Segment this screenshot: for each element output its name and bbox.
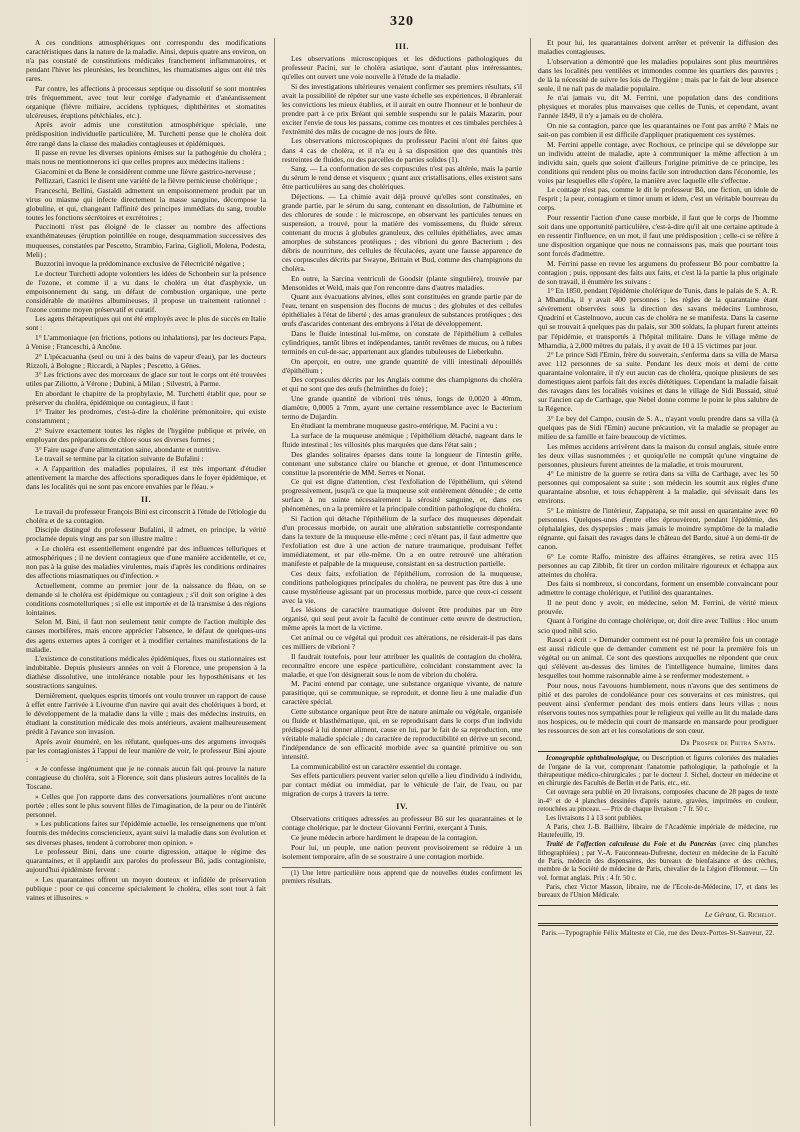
paragraph: 1° Traiter les prodromes, c'est-à-dire la cholérine prémonitoire, qui existe constamment ; <box>26 407 266 426</box>
paragraph: 3° Les frictions avec des morceaux de glace sur tout le corps ont été trouvées utiles par Ziliotto, à Vérone ; Dubini, à Milan ; Silvestri, à Parme. <box>26 370 266 389</box>
advertisement-text <box>538 824 778 841</box>
paragraph: Pour lui, un peuple, une nation peuvent provisoirement se réduire à un isolement temporaire, afin de se soustraire à une contagion morbide. <box>282 842 522 861</box>
publisher-label: Le Gérant, <box>704 909 737 919</box>
paragraph: 2° L'ipécacuanha (seul ou uni à des bains de vapeur d'eau), par les docteurs Rizzoli, à Bologne ; Riccardi, à Naples ; Pescetto, à Gênes. <box>26 351 266 370</box>
advertisement-body: Paris, chez Victor Masson, libraire, rue de l'Ecole-de-Médecine, 17, et dans les bureaux de l'Union Médicale. <box>538 883 778 900</box>
paragraph: Pour ressentir l'action d'une cause morbide, il faut que le corps de l'homme soit dans une opportunité particulière, c'est-à-dire qu'il ait une certaine aptitude à en ressentir l'influence, en un mot, il faut une prédisposition ; celle-ci se réfère à une disposition organique que nous ne connaissons pas, mais que pourtant tous sont forcés d'admettre. <box>538 212 778 259</box>
paragraph: 3° Faire usage d'une alimentation saine, abondante et nutritive. <box>35 444 221 454</box>
paragraph: Le contage n'est pas, comme le dit le professeur Bô, une fiction, un idole de l'esprit ; la peur, contagium et timor unum et idem, c'est un véritable bourreau du corps. <box>538 185 778 213</box>
paragraph: M. Pacini entend par contage, une substance organique vivante, de nature parasitique, qui se communique, se reproduit, et donne lieu à une maladie d'un caractère spécial. <box>282 679 522 707</box>
paragraph: Le professeur Bini, dans une courte digression, attaque le régime des quarantaines, et il applaudit aux paroles du professeur Bô, jadis contagioniste, aujourd'hui épidémiste fervent : <box>26 847 266 875</box>
paragraph: La communicabilité est un caractère essentiel du contage. <box>291 761 462 771</box>
paragraph: Il passe en revue les diverses opinions émises sur la pathogénie du choléra ; mais nous ne mentionnerons ici que celles propres aux médecins italiens : <box>26 148 266 167</box>
paragraph: Pellizzari, Casnici le disent une variété de la fièvre pernicieuse cholérique ; <box>35 176 258 186</box>
paragraph: Dernièrement, quelques esprits timorés ont voulu trouver un rapport de cause à effet entre l'arrivée à Livourne d'un navire qui avait des cholériques à bord, et le développement de la maladie dans la ville ; mais des médecins instruits, en étudiant la constitution médicale des mois antérieurs, avaient malheureusement prédit à l'avance son invasion. <box>26 690 266 736</box>
paragraph: Buzzorini invoque la prédominance exclusive de l'électricité négative ; <box>35 259 245 269</box>
advertisement-text <box>538 755 778 789</box>
paragraph: Pour nous, nous l'avouons humblement, nous n'avons que des sentimens de pitié et des paroles de condoléance pour ces souverains et ces ministres, qui peuvent ainsi s'enfermer pendant des mois entiers dans leurs villas ; nous réservons toutes nos sympathies pour le religieux qui veille au lit du malade dans nos hospices, ou le médecin qui court de mansarde en mansarde pour prodiguer les ressources de son art et les consolations de son cœur. <box>538 680 778 736</box>
paragraph: Franceschi, Bellini, Gastaldi admettent un empoisonnement produit par un virus ou miasme qui infecte directement la masse sanguine, décompose la globuline, et qui, changeant l'affinité des principes immédiats du sang, trouble toutes les fonctions sécrétoires et excrétoires ; <box>26 185 266 222</box>
paragraph: Le docteur Turchetti adopte volontiers les idées de Schonbein sur la présence de l'ozone, et comme il a vu dans le choléra un état d'asphyxie, un empoisonnement du sang, un défaut de combustion organique, une perte considérable de matières albumineuses, il propose un traitement rationnel : l'ozone comme moyen préservatif et curatif. <box>26 268 266 314</box>
advertisement-body: ou Description et figures coloriées des maladies de l'organe de la vue, comprenant l'anatomie pathologique, la pathologie et la thérapeutique médico-chirurgicales ; par le docteur J. Sichel, docteur en médecine et en chirurgie des Facultés de Berlin et de Paris, etc., etc. <box>538 755 778 788</box>
publisher-line <box>538 910 776 919</box>
paragraph: Observations critiques adressées au professeur Bô sur les quarantaines et le contage cholérique, par le docteur Giovanni Ferrini, exerçant à Tunis. <box>282 814 522 833</box>
advertisement-body: Les livraisons 1 à 13 sont publiées. <box>546 814 643 822</box>
paragraph: Quant aux évacuations alvines, elles sont constituées en grande partie par de l'eau, tenant en suspension des flocons de mucus ; des globules et des cellules épithéliales à l'état de liberté ; des amas granuleux de substances protéiques ; des œufs d'ascarides contenant des embryons à l'état de développement. <box>282 292 522 329</box>
paragraph: Giacomini et da Bene le considèrent comme une fièvre gastrico-nerveuse ; <box>35 166 256 176</box>
printer-imprint: Paris.—Typographie Félix Malteste et Cie, rue des Deux-Portes-St-Sauveur, 22. <box>541 929 775 937</box>
paragraph: Actuellement, comme au premier jour de la naissance du fléau, on se demande si le choléra est épidémique ou contagieux ; s'il doit son origine à des conditions cosmotelluriques ; si elle est importée et de là transmise à des régions lointaines. <box>26 580 266 617</box>
paragraph: Les agens thérapeutiques qui ont été employés avec le plus de succès en Italie sont : <box>26 314 266 333</box>
paragraph: Il ne peut donc y avoir, en médecine, selon M. Ferrini, de vérité mieux prouvée. <box>538 597 778 616</box>
advertisement-text <box>538 789 778 814</box>
paragraph: Ce qui est digne d'attention, c'est l'exfoliation de l'épithélium, qui s'étend progressivement, jusqu'à ce que la muqueuse soit entièrement dénudée ; de cette surface à nu suinte nécessairement la sérosité sanguine, et, dans ces phénomènes, on a la première et la principale condition pathologique du choléra. <box>282 477 522 514</box>
advertisement-text <box>538 815 778 823</box>
paragraph: 2° Suivre exactement toutes les règles de l'hygiène publique et privée, en employant des préparations de chlore sous ses diverses formes ; <box>26 425 266 445</box>
advertisement <box>538 824 778 841</box>
paragraph: Sang. — La conformation de ses corpuscules n'est pas altérée, mais la partie du sérum le rend dense et visqueux ; quant aux cristallisations, elles existent sans être particulières au sang des cholériques. <box>282 164 522 192</box>
advertisement <box>538 755 778 789</box>
divider <box>538 905 778 906</box>
paragraph: Une grande quantité de vibrioni très ténus, longs de 0,0020 à 40mm, diamètre, 0,0005 à 7mm, ayant une certaine ressemblance avec le Bacterium termo de Dujardin. <box>282 393 522 421</box>
paragraph: 1° L'ammoniaque (en frictions, potions ou inhalations), par les docteurs Papa, à Venise ; Franceschi, à Ancône. <box>26 333 266 352</box>
advertisement-title: Traité de l'affection calculeuse du Foie et du Pancréas <box>546 841 717 849</box>
paragraph: En étudiant la membrane muqueuse gastro-entérique, M. Pacini a vu : <box>291 421 498 431</box>
paragraph: 4° Le ministre de la guerre se retira dans sa villa de Carthage, avec les 50 personnes qui composaient sa suite ; son médecin les soumit aux règles d'une quarantaine absolue, et tous échappèrent à la maladie, qui sévissait dans les environs. <box>538 469 778 506</box>
paragraph: En abordant le chapitre de la prophylaxie, M. Turchetti établit que, pour se préserver du choléra, épidémique ou contagieux, il faut : <box>26 388 266 407</box>
section-heading: II. <box>140 494 152 504</box>
paragraph: M. Ferrini appelle contage, avec Rochoux, ce principe qui se développe sur un individu atteint de maladie, apte à communiquer la même affection à un individu sain, quels que soient d'ailleurs l'origine primitive de ce principe, les conditions qui rendent plus ou moins facile son introduction dans l'économie, les voies par lesquelles elle s'opère, la manière avec laquelle elle s'effectue. <box>538 139 778 185</box>
paragraph: Après avoir énuméré, en les réfutant, quelques-uns des argumens invoqués par les contagionistes à l'appui de leur manière de voir, le professeur Bini ajoute : <box>26 736 266 764</box>
divider <box>538 751 778 752</box>
paragraph: « Les quarantaines offrent un moyen douteux et infidèle de préservation publique : pour ce qui concerne spécialement le choléra, elles sont tout à fait vaines et illusoires. » <box>26 874 266 902</box>
paragraph: » Celles que j'on rapporte dans des conversations journalières n'ont aucune portée ; elles sont le plus souvent filles de l'imagination, de la peur ou de l'intérêt personnel. <box>26 791 266 819</box>
paragraph: Dans le fluide intestinal lui-même, on constate de l'épithélium à cellules cylindriques, tantôt libres et indépendantes, tantôt revêtues de mucus, ou à tubes terminés en cul-de-sac, appartenant aux glandes tubuleuses de Lieberkuhn. <box>282 328 522 357</box>
paragraph: Et pour lui, les quarantaines doivent arrêter et prévenir la diffusion des maladies contagieuses. <box>538 38 778 57</box>
paragraph: « Le choléra est essentiellement engendré par des influences telluriques et atmosphériques ; il ne devient contagieux que d'une manière accidentelle, et ce, non pas à la guise des maladies virulentes, mais d'après les conditions ordinaires des affections miasmatiques ou d'infection. » <box>26 544 266 581</box>
paragraph: 5° Le ministre de l'intérieur, Zappatapa, se mit aussi en quarantaine avec 60 personnes. Quelques-unes d'entre elles éprouvèrent, pendant l'épidémie, des céphalalgies, des dyspepsies ; mais jamais le moindre symptôme de la maladie régnante, qui faisait des ravages dans le château del Bardo, situé à un demi-tir de canon. <box>538 505 778 552</box>
paragraph: « A l'apparition des maladies populaires, il est très important d'étudier attentivement la marche des affections sporadiques dans le foyer épidémique, et dans les localités qui ne sont pas encore envahies par le fléau. » <box>26 463 266 491</box>
advertisement-body: A Paris, chez J.-B. Baillière, libraire de l'Académie impériale de médecine, rue Hautefeuille, 19. <box>538 823 778 840</box>
advertisement <box>538 815 778 823</box>
divider <box>538 923 778 926</box>
paragraph: Selon M. Bini, il faut non seulement tenir compte de l'action multiple des causes morbifères, mais encore apprécier l'absence, le défaut de quelques-uns des agens externes aptes à corriger et à modifier certaines manifestations de la maladie. <box>26 617 266 654</box>
paragraph: En outre, la Sarcina ventriculi de Goodsir (plante singulière), trouvée par Mensonides et Weld, mais que l'on rencontre dans d'autres maladies. <box>282 273 522 292</box>
paragraph: L'observation a démontré que les maladies populaires sont plus meurtrières dans les localités peu ventilées et immondes comme les quartiers des pauvres ; de là la nécessité de suivre les lois de l'hygiène ; mais par le fait de leur absence seule, il ne naît pas de maladie populaire. <box>538 56 778 93</box>
paragraph: La surface de la muqueuse anémique ; l'épithélium détaché, nageant dans le fluide intestinal ; les villosités plus marquées que dans l'état sain ; <box>282 430 522 450</box>
paragraph: Les observations microscopiques et les déductions pathologiques du professeur Pacini, sur le choléra asiatique, sont d'autant plus intéressantes, qu'elles ont ouvert une voie nouvelle à l'étude de la maladie. <box>282 54 522 82</box>
paragraph: Je n'ai jamais vu, dit M. Ferrini, une population dans des conditions physiques et morales plus mauvaises que celles de Tunis, et cependant, avant l'année 1849, il n'y a jamais eu de choléra. <box>538 93 778 121</box>
advertisement <box>538 841 778 883</box>
paragraph: Puccinotti n'est pas éloigné de le classer au nombre des affections exanthémateuses (éruption pointillée en rouge, desquammation successives des muqueuses, constatées par Pescetto, Strambio, Farina, Giglioli, Molena, Podesta, Meli) ; <box>26 222 266 259</box>
advertisement <box>538 789 778 814</box>
paragraph: 3° Le bey del Campo, cousin de S. A., n'ayant voulu prendre dans sa villa (à quelques pas de Sidi l'Emin) aucune précaution, vit la maladie se propager au milieu de sa famille et faire beaucoup de victimes. <box>538 413 778 442</box>
section-heading: III. <box>395 42 409 51</box>
column-right <box>530 38 778 1126</box>
paragraph: Déjections. — La chimie avait déjà prouvé qu'elles sont constituées, en grande partie, par le sérum du sang, contenant en dissolution, de l'albumine et des chlorures de soude : le microscope, en observant les particules tenues en suspension, a trouvé, pour la matière des vomissemens, du fluide séreux contenant du mucus à globules granuleux, des cellules épithéliales, avec amas amorphes de substances protéiques ; des vibrioni du genre Bacterium ; des débris de nourriture, des cellules de féculacées, ayant une fausse apparence de ces corpuscules décrits par Swayne, Brittain et Bud, comme des champignons du choléra. <box>282 191 522 274</box>
paragraph: 6° Le comte Raffo, ministre des affaires étrangères, se retira avec 115 personnes au cap Zibbib, fit tirer un cordon militaire rigoureux et échappa aux atteintes du choléra. <box>538 551 778 579</box>
paragraph: M. Ferrini passe en revue les argumens du professeur Bô pour combattre la contagion ; puis, opposant des faits aux faits, et c'est là la partie la plus originale de son travail, il énumère les suivans : <box>538 258 778 286</box>
paragraph: Par contre, les affections à processus septique ou dissolutif se sont montrées très fréquemment, avec tout leur cortége d'adynamie et d'anéantissement organique (fièvre miliaire, accidens typhiques, diphthérites et stomatites ulcéreuses, éruptions pétéchiales, etc.). <box>26 83 266 120</box>
paragraph: Disciple distingué du professeur Bufalini, il admet, en principe, la vérité proclamée depuis vingt ans par son illustre maître : <box>26 525 266 544</box>
paragraph: Quant à l'origine du contage cholérique, or, doit dire avec Tullius : Hoc unum scio quod nihil scio. <box>538 616 778 635</box>
advertisement-text <box>538 841 778 883</box>
paragraph: Il faudrait toutefois, pour leur attribuer les qualités de contagion du choléra, reconnaître encore une espèce particulière, coïncidant constamment avec la maladie, et que l'on désignerait sous le nom de vibrion du choléra. <box>282 651 522 679</box>
column-middle <box>274 38 522 1126</box>
column-left <box>26 38 266 1126</box>
paragraph: Ces deux faits, exfoliation de l'épithélium, corrosion de la muqueuse, conditions pathologiques principales du choléra, ne peuvent pas être dus à une cause mystérieuse agissant par un processus morbide, parce que ceux-ci cessent avec la vie. <box>282 568 522 605</box>
paragraph: Les lésions de caractère traumatique doivent être produites par un être organisé, qui seul peut avoir la faculté de continuer cette œuvre de destruction, même après la mort de la victime. <box>282 605 522 633</box>
paragraph: On nie sa contagion, parce que les quarantaines ne l'ont pas arrêté ? Mais ne sait-on pas combien il est difficile d'appliquer pratiquement ces systèmes. <box>538 120 778 139</box>
paragraph: 1° En 1850, pendant l'épidémie cholérique de Tunis, dans le palais de S. A. R. à Mhamdia, il y avait 400 personnes ; les règles de la quarantaine étant sévèrement observées sous la direction des savans médecins Lumbroso, Quadrini et Castelnuovo, aucun cas de choléra ne se manifesta. Dans la caserne qui se trouvait à quelques pas du palais, sur 300 soldats, la plupart furent atteints par l'épidémie, et transportés à l'hôpital militaire. Dans le village même de Mhamdia, à 2,000 mètres du palais, il y avait de 10 à 15 victimes par jour. <box>538 286 778 350</box>
paragraph: Les observations microscopiques du professeur Pacini n'ont été faites que dans 4 cas de choléra, et il n'a eu à sa disposition que des quantités très restreintes de fluides, ou des parcelles de parties solides (1). <box>282 136 522 164</box>
page-number: 320 <box>390 14 414 29</box>
paragraph: Des faits si nombreux, si concordans, forment un ensemble convaincant pour admettre le contage cholérique, et l'utilité des quarantaines. <box>538 579 778 598</box>
paragraph: Des glandes solitaires éparses dans toute la longueur de l'intestin grêle, contenant une substance claire ou blanche et grenue, et dont l'intumescence constitue la psorentérie de MM. Serres et Nonat. <box>282 449 522 477</box>
paragraph: Si des investigations ultérieures venaient confirmer ses premiers résultats, s'il avait la possibilité de répéter sur une vaste échelle ses expériences, il ébranlerait les convictions les mieux établies, et il aurait en outre l'honneur et le bonheur de prendre part à ce prix Bréant qui semble suspendu sur le palais Mazarin, pour exciter l'envie de tous les passans, comme ces montres et ces timbales perchées à l'extrémité des mâts de cocagne de nos jours de fête. <box>282 81 522 136</box>
paragraph: Cette substance organique peut être de nature animale ou végétale, organisée ou fluide et blasthématique, qui, en se reproduisant dans le corps d'un individu prédisposé à lui donner aliment, cause en lui, par le fait de sa reproduction, une véritable maladie spéciale ; du caractère de reproductibilité en dérive un second, l'indépendance de son efficacité morbide avec sa quantité primitive ou son intensité. <box>282 706 522 762</box>
advertisement-text <box>538 884 778 901</box>
paragraph: Ce jeune médecin arbore hardiment le drapeau de la contagion. <box>291 832 478 842</box>
advertisement-title: Iconographie ophthalmologique, <box>546 755 641 763</box>
paragraph: Le travail du professeur François Bini est circonscrit à l'étude de l'étiologie du choléra et de sa contagion. <box>26 506 266 525</box>
paragraph: Après avoir admis une constitution atmosphérique spéciale, une prédisposition individuelle particulière, M. Turchetti pense que le choléra doit être rangé dans la classe des maladies contagieuses et épidémiques. <box>26 120 266 148</box>
advertisement <box>538 884 778 901</box>
paragraph: Cet animal ou ce végétal qui produit ces altérations, ne résiderait-il pas dans ces milliers de vibrioni ? <box>282 633 522 652</box>
advertisement-body: Cet ouvrage sera publié en 20 livraisons, composées chacune de 28 pages de texte in-4° et de 4 planches dessinées d'après nature, gravées, imprimées en couleur, retouchées au pinceau. — Prix de chaque livraison : 7 fr. 50 c. <box>538 789 778 814</box>
paragraph: Le travail se termine par la citation suivante de Bufalini : <box>35 454 204 464</box>
paragraph: Si l'action qui détache l'épithélium de la surface des muqueuses dépendait d'un processus morbide, on aurait une altération substantielle correspondante dans la texture de la muqueuse elle-même ; ceci n'étant pas, il faut admettre que l'exfoliation est due à une action de nature traumatique, produisant l'effet immédiatement, et par elle-même. On a en outre retrouvé une altération manifeste et palpable de la muqueuse, consistant en sa destruction partielle. <box>282 513 522 569</box>
author-name: Dr Prosper de Pietra Santa. <box>680 738 776 748</box>
paragraph: On aperçoit, en outre, une grande quantité de villi intestinali dépouillés d'épithélium ; <box>282 356 522 375</box>
author-signature <box>538 738 776 747</box>
advertisement-body: (avec cinq planches lithographiées) ; par V.-A. Fauconneau-Dufresne, docteur en médecine de la Faculté de Paris, médecin des dispensaires, des bureaux de bienfaisance et des crèches, membre de la Société de médecine de Paris, chevalier de la Légion d'Honneur. — Un vol. format anglais. Prix : 4 fr. 50 c. <box>538 841 778 882</box>
columns-container <box>26 38 778 1126</box>
paragraph: A ces conditions atmosphériques ont correspondu des modifications caractéristiques dans la nature de la maladie. Ainsi, depuis quatre ans environ, on n'a pas constaté de constitutions médicales franchement inflammatoires, et pendant l'hiver les pleurésies, les bronchites, les rhumatismes aigus ont été très rares. <box>26 38 266 84</box>
paragraph: « Je confesse ingénument que je ne connais aucun fait qui prouve la nature contagieuse du choléra, soit à Florence, soit dans plusieurs autres localités de la Toscane. <box>26 764 266 792</box>
paragraph: Rasori a écrit : « Demander comment est né pour la première fois un contage est aussi ridicule que de demander comment est né pour la première fois un végétal ou un animal. Ce sont des questions auxquelles ne répondent que ceux qui s'élèvent au-dessus des limites de l'intelligence humaine, limites dans lesquelles tout homme raisonnable aime à se renfermer modestement. » <box>538 635 778 681</box>
footnote: (1) Une lettre particulière nous apprend que de nouvelles études confirment les premiers résultats. <box>282 867 522 886</box>
publisher-name: G. Richelot. <box>738 909 776 919</box>
paragraph: Des corpuscules décrits par les Anglais comme des champignons du choléra et qui ne sont que des œufs (helminthes du foie) ; <box>282 375 522 394</box>
paragraph: » Les publications faites sur l'épidémie actuelle, les renseignemens que m'ont fournis des médecins consciencieux, ayant suivi la maladie dans son évolution et ses diverses phases, tendent à corroborer mon opinion. » <box>26 819 266 847</box>
paragraph: Les mêmes accidens arrivèrent dans la maison du consul anglais, située entre les deux villas susnommées ; et quoiqu'elle ne comptât qu'une vingtaine de personnes, plusieurs furent atteintes de la maladie, et trois moururent. <box>538 441 778 469</box>
paragraph: 2° Le prince Sidi l'Emin, frère du souverain, s'enferma dans sa villa de Marsa avec 112 personnes de sa suite. Pendant les deux mois et demi de cette quarantaine volontaire, il n'y eut aucun cas de choléra, quoique plusieurs de ses domestiques aient parfois fait des excès diététiques. Cependant la maladie faisait des ravages dans les localités voisines et dans le village de Sidi Bussaid, situé sur l'ancien cap de Carthage, que Nebel donne comme le point le plus salubre de la Régence. <box>538 350 778 414</box>
paragraph: L'existence de constitutions médicales épidémiques, fixes ou stationnaires est indubitable. Depuis plusieurs années on voit à Florence, une propension à la diathèse dissolutive, une intolérance notable pour les hyposthénisans et les soustractions sanguines. <box>26 654 266 691</box>
paragraph: Ses effets particuliers peuvent varier selon qu'elle a lieu d'individu à individu, par contact médiat ou immédiat, par le véhicule de l'air, de l'eau, ou par migration de corps à travers la terre. <box>282 771 522 799</box>
section-heading: IV. <box>396 802 408 812</box>
